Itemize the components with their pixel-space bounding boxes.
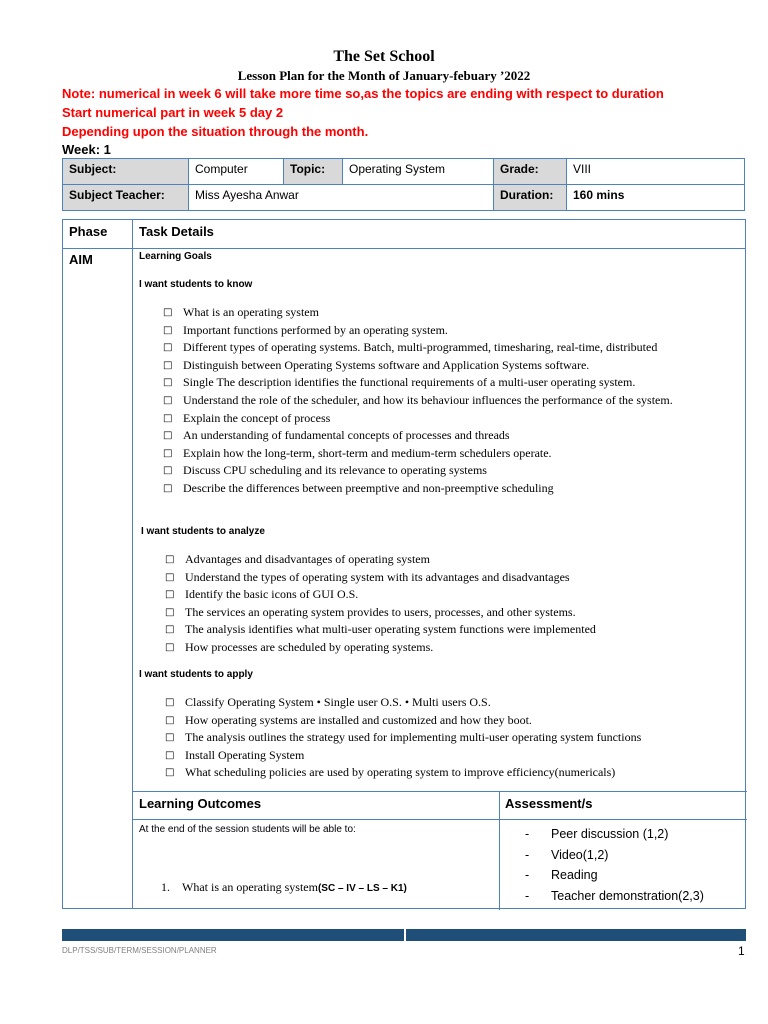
school-title: The Set School (333, 48, 435, 65)
assessment-item: - Teacher demonstration(2,3) (507, 886, 704, 907)
apply-list-item: □ Install Operating System (165, 747, 735, 765)
know-list-item: □ Different types of operating systems. Batch, multi-programmed, timesharing, real-time, distributed (163, 339, 733, 357)
know-heading: I want students to know (139, 279, 253, 290)
footer-bar-left (62, 929, 404, 941)
week-label: Week: 1 (62, 142, 111, 157)
analyze-heading: I want students to analyze (141, 526, 265, 537)
outcome-text: What is an operating system (182, 880, 318, 894)
lesson-info-table (62, 158, 745, 211)
task-details-header: Task Details (139, 224, 214, 239)
analyze-list-item: □ Advantages and disadvantages of operating system (165, 551, 735, 569)
apply-list (165, 694, 735, 782)
lesson-plan-table (62, 219, 746, 909)
subject-label: Subject: (63, 159, 189, 185)
learning-outcomes-header: Learning Outcomes (139, 796, 262, 811)
subject-value: Computer (189, 159, 284, 185)
outcomes-top-divider (132, 791, 747, 792)
outcome-number: 1. (161, 880, 170, 894)
analyze-list (165, 551, 735, 657)
duration-value: 160 mins (567, 185, 745, 211)
grade-value: VIII (567, 159, 745, 185)
header-row-divider (63, 248, 745, 249)
teacher-label: Subject Teacher: (63, 185, 189, 211)
page-number: 1 (738, 944, 745, 958)
know-list-item: □ What is an operating system (163, 304, 733, 322)
note-line-1: Note: numerical in week 6 will take more time so,as the topics are ending with respect to duration (62, 86, 664, 101)
know-list-item: □ Single The description identifies the functional requirements of a multi-user operating system. (163, 374, 733, 392)
analyze-list-item: □ Understand the types of operating system with its advantages and disadvantages (165, 569, 735, 587)
duration-label: Duration: (494, 185, 567, 211)
topic-label: Topic: (284, 159, 343, 185)
footer-bar-right (406, 929, 746, 941)
note-line-3: Depending upon the situation through the month. (62, 124, 369, 139)
assessment-list (507, 824, 704, 906)
know-list-item: □ Understand the role of the scheduler, and how its behaviour influences the performance of the system. (163, 392, 733, 410)
know-list-item: □ An understanding of fundamental concepts of processes and threads (163, 427, 733, 445)
apply-list-item: □ How operating systems are installed and customized and how they boot. (165, 712, 735, 730)
apply-list-item: □ The analysis outlines the strategy used for implementing multi-user operating system functions (165, 729, 735, 747)
outcome-code: (SC – IV – LS – K1) (317, 883, 407, 894)
assessment-item: - Peer discussion (1,2) (507, 824, 704, 845)
outcome-item (161, 880, 407, 895)
learning-goals-heading: Learning Goals (139, 251, 212, 262)
analyze-list-item: □ The analysis identifies what multi-user operating system functions were implemented (165, 621, 735, 639)
grade-label: Grade: (494, 159, 567, 185)
analyze-list-item: □ The services an operating system provides to users, processes, and other systems. (165, 604, 735, 622)
column-divider (132, 220, 133, 908)
analyze-list-item: □ How processes are scheduled by operating systems. (165, 639, 735, 657)
know-list-item: □ Distinguish between Operating Systems software and Application Systems software. (163, 357, 733, 375)
know-list-item: □ Discuss CPU scheduling and its relevance to operating systems (163, 462, 733, 480)
apply-heading: I want students to apply (139, 669, 253, 680)
know-list-item: □ Explain the concept of process (163, 410, 733, 428)
know-list-item: □ Explain how the long-term, short-term and medium-term schedulers operate. (163, 445, 733, 463)
assessment-header: Assessment/s (505, 796, 593, 811)
outcomes-intro: At the end of the session students will be able to: (139, 824, 356, 835)
topic-value: Operating System (343, 159, 494, 185)
assessment-item: - Video(1,2) (507, 845, 704, 866)
know-list-item: □ Describe the differences between preemptive and non-preemptive scheduling (163, 480, 733, 498)
teacher-value: Miss Ayesha Anwar (189, 185, 494, 211)
know-list (163, 304, 733, 498)
outcomes-header-divider (132, 819, 747, 820)
assessment-item: - Reading (507, 865, 704, 886)
phase-aim: AIM (69, 252, 93, 267)
note-line-2: Start numerical part in week 5 day 2 (62, 105, 284, 120)
lesson-plan-subtitle: Lesson Plan for the Month of January-febuary ’2022 (237, 68, 531, 83)
analyze-list-item: □ Identify the basic icons of GUI O.S. (165, 586, 735, 604)
outcomes-column-divider (499, 791, 500, 910)
know-list-item: □ Important functions performed by an operating system. (163, 322, 733, 340)
footer-code: DLP/TSS/SUB/TERM/SESSION/PLANNER (62, 946, 217, 955)
apply-list-item: □ Classify Operating System • Single user O.S. • Multi users O.S. (165, 694, 735, 712)
phase-header: Phase (69, 224, 108, 239)
apply-list-item: □ What scheduling policies are used by operating system to improve efficiency(numericals) (165, 764, 735, 782)
